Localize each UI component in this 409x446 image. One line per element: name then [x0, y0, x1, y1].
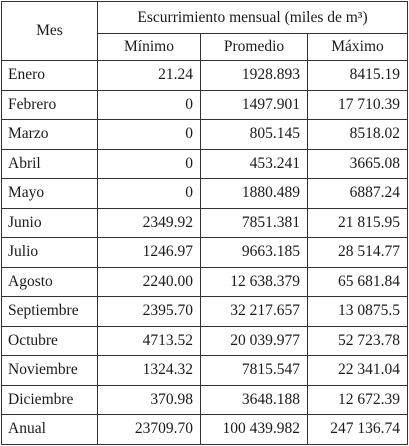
average-cell: 805.145 — [201, 120, 308, 150]
maximum-cell: 247 136.74 — [308, 415, 408, 445]
month-cell: Septiembre — [2, 297, 98, 327]
maximum-cell: 22 341.04 — [308, 356, 408, 386]
month-cell: Marzo — [2, 120, 98, 150]
table-row — [2, 385, 408, 415]
minimum-cell: 370.98 — [98, 385, 201, 415]
average-cell: 453.241 — [201, 149, 308, 179]
table-row — [2, 297, 408, 327]
table-row — [2, 356, 408, 386]
minimum-cell: 23709.70 — [98, 415, 201, 445]
minimum-cell: 2349.92 — [98, 208, 201, 238]
runoff-table — [1, 1, 408, 445]
minimum-cell: 0 — [98, 149, 201, 179]
maximum-cell: 6887.24 — [308, 179, 408, 209]
maximum-cell: 8518.02 — [308, 120, 408, 150]
average-cell: 1880.489 — [201, 179, 308, 209]
maximum-cell: 21 815.95 — [308, 208, 408, 238]
maximum-cell: 13 0875.5 — [308, 297, 408, 327]
month-cell: Noviembre — [2, 356, 98, 386]
average-cell: 7851.381 — [201, 208, 308, 238]
month-cell: Anual — [2, 415, 98, 445]
month-cell: Diciembre — [2, 385, 98, 415]
average-column-header: Promedio — [201, 34, 308, 61]
maximum-column-header: Máximo — [308, 34, 408, 61]
average-cell: 1928.893 — [201, 61, 308, 91]
minimum-cell: 0 — [98, 120, 201, 150]
minimum-column-header: Mínimo — [98, 34, 201, 61]
minimum-cell: 1246.97 — [98, 238, 201, 268]
month-column-header: Mes — [2, 2, 98, 61]
table-row — [2, 90, 408, 120]
minimum-cell: 4713.52 — [98, 326, 201, 356]
table-row — [2, 179, 408, 209]
maximum-cell: 17 710.39 — [308, 90, 408, 120]
annual-total-row — [2, 415, 408, 445]
month-cell: Julio — [2, 238, 98, 268]
minimum-cell: 21.24 — [98, 61, 201, 91]
month-cell: Agosto — [2, 267, 98, 297]
table-row — [2, 149, 408, 179]
month-cell: Junio — [2, 208, 98, 238]
month-cell: Mayo — [2, 179, 98, 209]
month-cell: Octubre — [2, 326, 98, 356]
table-row — [2, 238, 408, 268]
average-cell: 7815.547 — [201, 356, 308, 386]
table-body — [2, 61, 408, 445]
month-cell: Enero — [2, 61, 98, 91]
average-cell: 12 638.379 — [201, 267, 308, 297]
minimum-cell: 0 — [98, 90, 201, 120]
maximum-cell: 52 723.78 — [308, 326, 408, 356]
average-cell: 32 217.657 — [201, 297, 308, 327]
table-row — [2, 208, 408, 238]
maximum-cell: 8415.19 — [308, 61, 408, 91]
average-cell: 9663.185 — [201, 238, 308, 268]
table-row — [2, 326, 408, 356]
table-header — [2, 2, 408, 61]
maximum-cell: 3665.08 — [308, 149, 408, 179]
month-cell: Febrero — [2, 90, 98, 120]
table-row — [2, 267, 408, 297]
minimum-cell: 0 — [98, 179, 201, 209]
minimum-cell: 2240.00 — [98, 267, 201, 297]
average-cell: 1497.901 — [201, 90, 308, 120]
average-cell: 3648.188 — [201, 385, 308, 415]
maximum-cell: 28 514.77 — [308, 238, 408, 268]
minimum-cell: 2395.70 — [98, 297, 201, 327]
month-cell: Abril — [2, 149, 98, 179]
average-cell: 100 439.982 — [201, 415, 308, 445]
maximum-cell: 12 672.39 — [308, 385, 408, 415]
minimum-cell: 1324.32 — [98, 356, 201, 386]
maximum-cell: 65 681.84 — [308, 267, 408, 297]
average-cell: 20 039.977 — [201, 326, 308, 356]
table-row — [2, 120, 408, 150]
table-row — [2, 61, 408, 91]
runoff-group-header: Escurrimiento mensual (miles de m³) — [98, 2, 408, 34]
